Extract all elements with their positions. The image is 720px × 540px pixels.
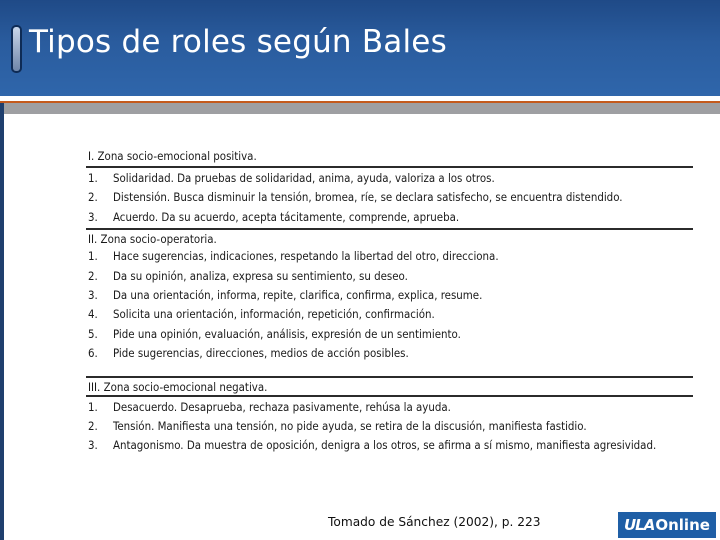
list-item: [86, 325, 693, 344]
section-divider: [86, 228, 693, 230]
item-number: 2.: [88, 268, 98, 283]
section-heading: II. Zona socio-operatoria.: [88, 232, 217, 247]
list-item: [86, 267, 693, 286]
item-text: Da una orientación, informa, repite, clarifica, confirma, explica, resume.: [113, 288, 483, 303]
item-number: 4.: [88, 307, 98, 322]
item-number: 2.: [88, 190, 98, 205]
roles-list: [86, 148, 693, 456]
item-text: Antagonismo. Da muestra de oposición, denigra a los otros, se afirma a sí mismo, manifiesta agresividad.: [113, 438, 657, 453]
list-item: [86, 417, 693, 436]
ula-online-logo: [616, 510, 718, 540]
item-text: Hace sugerencias, indicaciones, respetando la libertad del otro, direcciona.: [113, 249, 499, 264]
section-divider: [86, 395, 693, 397]
section-heading: I. Zona socio-emocional positiva.: [88, 149, 257, 163]
list-item: [86, 436, 693, 455]
list-item: [86, 398, 693, 417]
item-number: 1.: [88, 171, 98, 185]
item-text: Solicita una orientación, información, repetición, confirmación.: [113, 307, 435, 322]
item-number: 3.: [88, 438, 98, 453]
list-item: [86, 188, 693, 207]
item-text: Acuerdo. Da su acuerdo, acepta tácitamente, comprende, aprueba.: [113, 209, 460, 224]
logo-text: Online: [655, 516, 710, 534]
title-marker: [13, 27, 20, 71]
section-heading: III. Zona socio-emocional negativa.: [88, 379, 268, 394]
list-item: [86, 247, 693, 266]
item-text: Da su opinión, analiza, expresa su sentimiento, su deseo.: [113, 268, 408, 283]
title-band: [0, 0, 720, 96]
item-number: 1.: [88, 249, 98, 264]
page-title: Tipos de roles según Bales: [29, 24, 447, 60]
item-text: Pide una opinión, evaluación, análisis, expresión de un sentimiento.: [113, 326, 461, 341]
item-text: Solidaridad. Da pruebas de solidaridad, anima, ayuda, valoriza a los otros.: [113, 171, 495, 185]
citation: Tomado de Sánchez (2002), p. 223: [328, 515, 541, 529]
item-number: 3.: [88, 209, 98, 224]
section-positive: [86, 148, 693, 227]
list-item: [86, 208, 693, 227]
item-number: 6.: [88, 346, 98, 361]
item-text: Distensión. Busca disminuir la tensión, bromea, ríe, se declara satisfecho, se encuentra distendido.: [113, 190, 623, 205]
item-text: Desacuerdo. Desaprueba, rechaza pasivamente, rehúsa la ayuda.: [113, 399, 451, 414]
section-negative: [86, 376, 693, 456]
list-item: [86, 169, 693, 188]
item-number: 5.: [88, 326, 98, 341]
list-item: [86, 344, 693, 363]
section-divider: [86, 166, 693, 168]
list-item: [86, 286, 693, 305]
item-number: 1.: [88, 399, 98, 414]
item-number: 2.: [88, 419, 98, 434]
item-number: 3.: [88, 288, 98, 303]
section-operative: [86, 228, 693, 363]
item-text: Pide sugerencias, direcciones, medios de acción posibles.: [113, 346, 409, 361]
section-divider: [86, 376, 693, 378]
item-text: Tensión. Manifiesta una tensión, no pide ayuda, se retira de la discusión, manifiesta fastidio.: [113, 419, 587, 434]
list-item: [86, 305, 693, 324]
logo-mark: ULA: [624, 516, 655, 534]
